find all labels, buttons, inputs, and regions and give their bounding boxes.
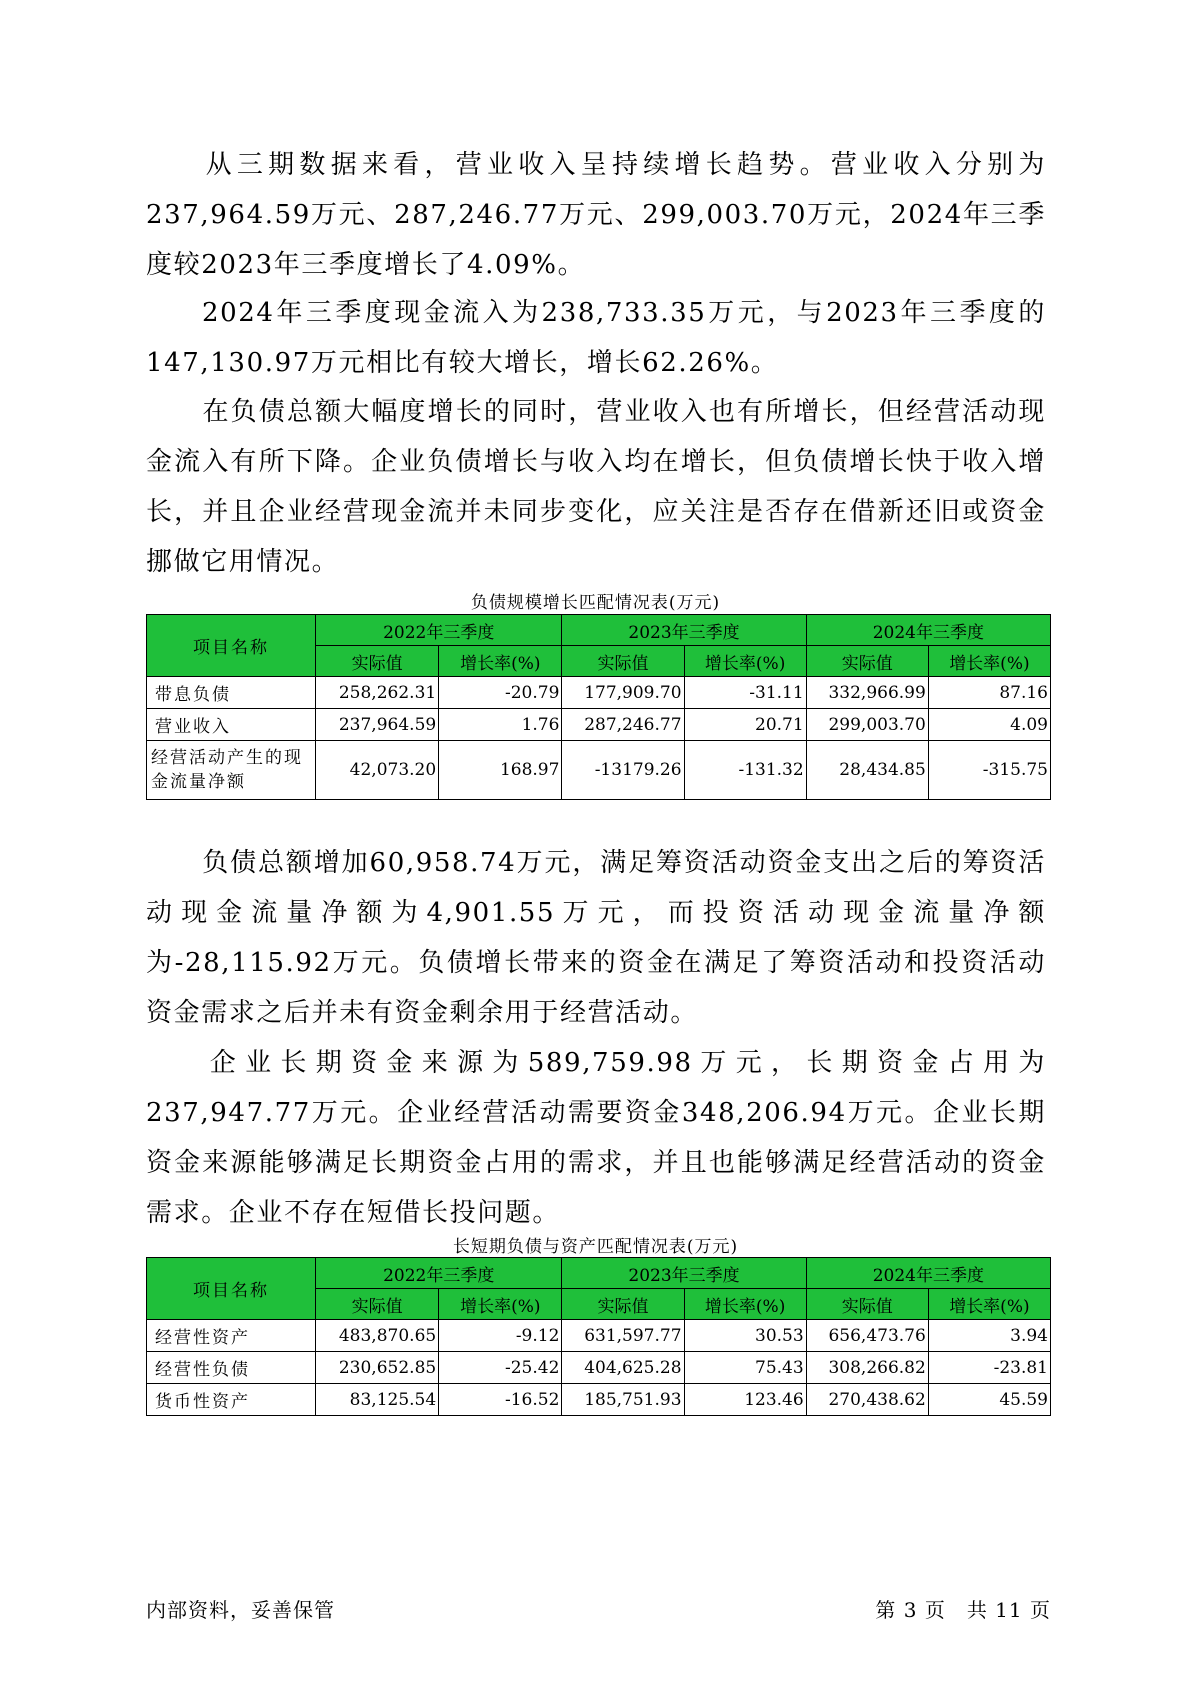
cell-value: -13179.26 <box>562 741 684 800</box>
subheader-actual: 实际值 <box>562 646 684 677</box>
row-header-cell: 项目名称 <box>147 1258 316 1320</box>
cell-value: 177,909.70 <box>562 677 684 709</box>
paragraph-text: 企业长期资金来源为589,759.98万元，长期资金占用为237,947.77万元。企业经营活动需要资金348,206.94万元。企业长期资金来源能够满足长期资金占用的需求，并且也能够满足经营活动的资金需求。企业不存在短借长投问题。 <box>146 1048 1046 1228</box>
table2-caption: 长短期负债与资产匹配情况表(万元) <box>452 1237 739 1257</box>
paragraph-text: 负债总额增加60,958.74万元，满足筹资活动资金支出之后的筹资活动现金流量净额为4,901.55万元，而投资活动现金流量净额为-28,115.92万元。负债增长带来的资金在满足了筹资活动和投资活动资金需求之后并未有资金剩余用于经营活动。 <box>146 848 1046 1028</box>
row-header-cell: 项目名称 <box>147 615 316 677</box>
paragraph-cash-inflow <box>146 288 1046 388</box>
cell-value: -16.52 <box>439 1384 562 1416</box>
cell-value: 83,125.54 <box>316 1384 439 1416</box>
period-header: 2024年三季度 <box>806 1258 1050 1289</box>
row-label: 经营性资产 <box>147 1320 316 1352</box>
cell-value: 483,870.65 <box>316 1320 439 1352</box>
subheader-growth: 增长率(%) <box>439 646 562 677</box>
cell-value: -23.81 <box>928 1352 1050 1384</box>
cell-value: 308,266.82 <box>806 1352 928 1384</box>
cell-value: -315.75 <box>928 741 1050 800</box>
paragraph-debt-increase <box>146 838 1046 1038</box>
table-row <box>147 741 1051 800</box>
cell-value: 299,003.70 <box>806 709 928 741</box>
cell-value: 185,751.93 <box>562 1384 684 1416</box>
subheader-actual: 实际值 <box>806 1289 928 1320</box>
subheader-actual: 实际值 <box>806 646 928 677</box>
debt-scale-table <box>146 614 1051 800</box>
debt-asset-match-table <box>146 1257 1051 1416</box>
table1-caption: 负债规模增长匹配情况表(万元) <box>470 593 721 613</box>
cell-value: 42,073.20 <box>316 741 439 800</box>
cell-value: 656,473.76 <box>806 1320 928 1352</box>
subheader-growth: 增长率(%) <box>928 646 1050 677</box>
footer-confidential-note: 内部资料，妥善保管 <box>146 1598 335 1622</box>
subheader-growth: 增长率(%) <box>684 1289 806 1320</box>
cell-value: 3.94 <box>928 1320 1050 1352</box>
subheader-actual: 实际值 <box>316 646 439 677</box>
paragraph-long-term-funds <box>146 1038 1046 1238</box>
cell-value: 75.43 <box>684 1352 806 1384</box>
cell-value: 270,438.62 <box>806 1384 928 1416</box>
cell-value: 4.09 <box>928 709 1050 741</box>
table-header-row <box>147 1258 1051 1289</box>
table-header-row <box>147 615 1051 646</box>
cell-value: 287,246.77 <box>562 709 684 741</box>
row-label: 货币性资产 <box>147 1384 316 1416</box>
paragraph-text: 2024年三季度现金流入为238,733.35万元，与2023年三季度的147,130.97万元相比有较大增长，增长62.26%。 <box>146 298 1046 378</box>
cell-value: 237,964.59 <box>316 709 439 741</box>
subheader-actual: 实际值 <box>562 1289 684 1320</box>
cell-value: 123.46 <box>684 1384 806 1416</box>
period-header: 2023年三季度 <box>562 615 806 646</box>
table-row <box>147 1320 1051 1352</box>
cell-value: 168.97 <box>439 741 562 800</box>
table-row <box>147 1352 1051 1384</box>
period-header: 2022年三季度 <box>316 1258 562 1289</box>
cell-value: 1.76 <box>439 709 562 741</box>
period-header: 2022年三季度 <box>316 615 562 646</box>
cell-value: 404,625.28 <box>562 1352 684 1384</box>
cell-value: 28,434.85 <box>806 741 928 800</box>
cell-value: 631,597.77 <box>562 1320 684 1352</box>
subheader-actual: 实际值 <box>316 1289 439 1320</box>
cell-value: 30.53 <box>684 1320 806 1352</box>
cell-value: 258,262.31 <box>316 677 439 709</box>
row-label: 带息负债 <box>147 677 316 709</box>
cell-value: 230,652.85 <box>316 1352 439 1384</box>
paragraph-text: 在负债总额大幅度增长的同时，营业收入也有所增长，但经营活动现金流入有所下降。企业负债增长与收入均在增长，但负债增长快于收入增长，并且企业经营现金流并未同步变化，应关注是否存在借新还旧或资金挪做它用情况。 <box>146 397 1046 577</box>
cell-value: 45.59 <box>928 1384 1050 1416</box>
row-label: 经营性负债 <box>147 1352 316 1384</box>
subheader-growth: 增长率(%) <box>684 646 806 677</box>
paragraph-text: 从三期数据来看，营业收入呈持续增长趋势。营业收入分别为237,964.59万元、287,246.77万元、299,003.70万元，2024年三季度较2023年三季度增长了4.09%。 <box>146 150 1046 280</box>
paragraph-debt-growth <box>146 387 1046 587</box>
row-label: 营业收入 <box>147 709 316 741</box>
footer-page-number: 第 3 页 共 11 页 <box>875 1598 1051 1622</box>
subheader-growth: 增长率(%) <box>928 1289 1050 1320</box>
cell-value: -20.79 <box>439 677 562 709</box>
cell-value: -131.32 <box>684 741 806 800</box>
table-row <box>147 677 1051 709</box>
table-row <box>147 709 1051 741</box>
cell-value: 332,966.99 <box>806 677 928 709</box>
subheader-growth: 增长率(%) <box>439 1289 562 1320</box>
table-row <box>147 1384 1051 1416</box>
row-label: 经营活动产生的现金流量净额 <box>147 741 316 800</box>
cell-value: -31.11 <box>684 677 806 709</box>
cell-value: 87.16 <box>928 677 1050 709</box>
cell-value: 20.71 <box>684 709 806 741</box>
cell-value: -9.12 <box>439 1320 562 1352</box>
cell-value: -25.42 <box>439 1352 562 1384</box>
period-header: 2024年三季度 <box>806 615 1050 646</box>
paragraph-revenue-trend <box>146 140 1046 290</box>
period-header: 2023年三季度 <box>562 1258 806 1289</box>
